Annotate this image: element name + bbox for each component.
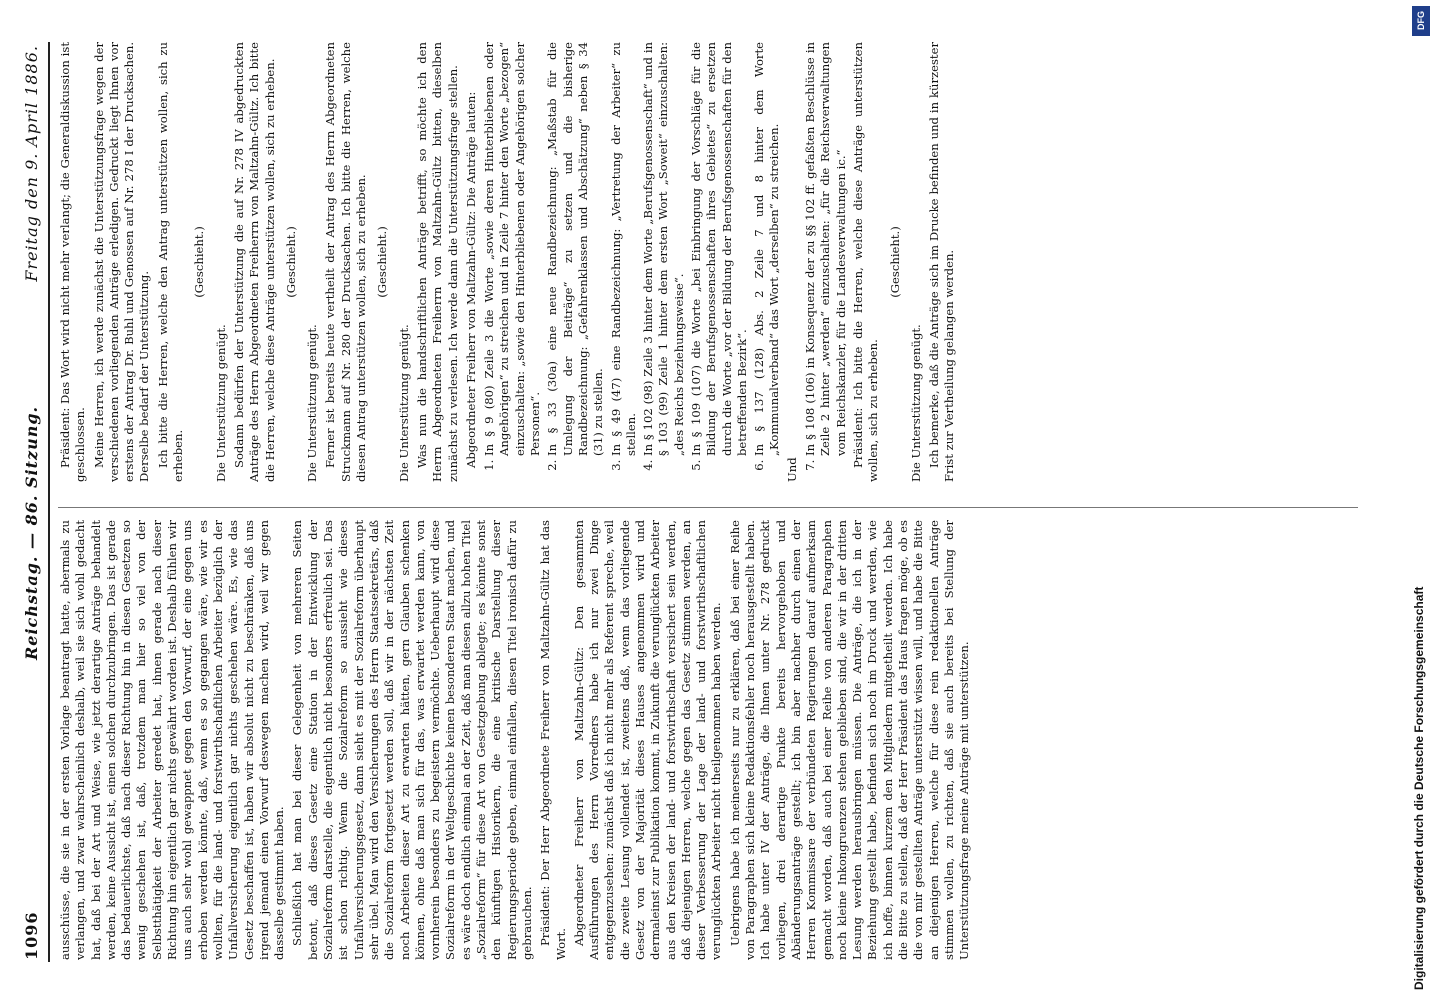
header-rule — [48, 42, 50, 962]
list-item: 3. In § 49 (47) eine Randbezeichnung: „Vertretung der Arbeiter“ zu stellen. — [609, 42, 640, 456]
paragraph: Die Unterstützung genügt. — [908, 324, 923, 482]
stage-direction: (Geschieht.) — [192, 226, 207, 298]
amendment-list-continued — [803, 42, 849, 482]
session-date: Freitag den 9. April 1886. — [22, 45, 41, 282]
list-item: 6. In § 137 (128) Abs. 2 Zeile 7 und 8 hinter dem Worte „Kommunalverband“ das Wort „derselben“ zu streichen. — [752, 42, 783, 456]
page-header — [12, 45, 52, 960]
paragraph: Meine Herren, ich werde zunächst die Unterstützungsfrage wegen der verschiedenen vorliegenden Anträge erledigen. Gedruckt liegt Ihnen vor erstens der Antrag Dr. Buhl und Genossen auf Nr. 278 I der Drucksachen. Derselbe bedarf der Unterstützung. — [91, 42, 152, 482]
right-column — [58, 42, 1398, 482]
dfg-logo: DFG — [1412, 6, 1430, 36]
stage-direction: (Geschieht.) — [283, 226, 298, 298]
page-number: 1096 — [22, 911, 41, 960]
paragraph: Präsident: Das Wort wird nicht mehr verlangt; die Generaldiskussion ist geschlossen. — [58, 42, 88, 482]
paragraph: Präsident: Ich bitte die Herren, welche diese Anträge unterstützen wollen, sich zu erheben. — [850, 42, 881, 482]
stage-direction: (Geschieht.) — [375, 226, 390, 298]
list-item: 5. In § 109 (107) die Worte „bei Einbringung der Vorschläge für die Bildung der Berufsgenossenschaften ihres Gebietes“ zu ersetzen durch die Worte „vor der Bildung der Berufsgenossenschaften für den betreffenden Bezirk“. — [689, 42, 750, 456]
paragraph: Ich bemerke, daß die Anträge sich im Drucke befinden und in kürzester Frist zur Vertheilung gelangen werden. — [927, 42, 957, 482]
left-column — [58, 520, 1398, 960]
stage-direction: (Geschieht.) — [887, 226, 902, 298]
amendment-list — [482, 42, 783, 482]
paragraph: Ich bitte die Herren, welche den Antrag unterstützen wollen, sich zu erheben. — [155, 42, 186, 482]
paragraph: Präsident: Der Herr Abgeordnete Freiherr von Maltzahn-Gültz hat das Wort. — [538, 520, 568, 960]
session-title: Reichstag. — 86. Sitzung. — [22, 405, 41, 660]
paragraph: Schließlich hat man bei dieser Gelegenheit von mehreren Seiten betont, daß dieses Gesetz eine Station in der Entwicklung der Sozialreform darstelle, die eigentlich nicht besonders erfreulich sei. Das ist schon richtig. Wenn die Sozialreform so aussieht wie dieses Unfallversicherungsgesetz, dann sieht es mit der Sozialreform überhaupt sehr übel. Man wird den Versicherungen des Herrn Staatssekretärs, daß die Sozialreform fortgesetzt werden soll, daß wir in der nächsten Zeit noch Arbeiten dieser Art zu erwarten hätten, gern Glauben schenken können, ohne daß man sich für das, was erwartet werden kann, von vornherein besonders zu begeistern vermöchte. Ueberhaupt wird diese Sozialreform in der Weltgeschichte keinen besonderen Staat machen, und es wäre doch endlich einmal an der Zeit, daß man diesen allzu hohen Titel „Sozialreform“ für diese Art von Gesetzgebung ablegte; es könnte sonst den künftigen Historikern, die eine kritische Darstellung dieser Regierungsperiode geben, einmal einfallen, diesen Titel ironisch dafür zu gebrauchen. — [290, 520, 534, 960]
column-divider — [58, 507, 1358, 508]
paragraph: Sodann bedürfen der Unterstützung die auf Nr. 278 IV abgedruckten Anträge des Herrn Abgeordneten Freiherrn von Maltzahn-Gültz. Ich bitte die Herren, welche diese Anträge unterstützen wollen, sich zu erheben. — [231, 42, 277, 482]
paragraph: Uebrigens habe ich meinerseits nur zu erklären, daß bei einer Reihe von Paragraphen sich kleine Redaktionsfehler noch herausgestellt haben. Ich habe unter IV der Anträge, die Ihnen unter Nr. 278 gedruckt vorliegen, drei derartige Punkte bereits hervorgehoben und Abänderungsanträge gestellt; ich bin aber nachher durch einen der Herren Kommissare der verbündeten Regierungen darauf aufmerksam gemacht worden, daß auch bei einer Reihe von anderen Paragraphen noch kleine Inkongruenzen stehen geblieben sind, die wir in der dritten Lesung werden herausbringen müssen. Die Anträge, die ich in der Beziehung gestellt habe, befinden sich noch im Druck und werden, wie ich hoffe, binnen kurzem den Mitgliedern mitgetheilt werden. Ich habe die Bitte zu stellen, daß der Herr Präsident das Haus fragen möge, ob es die von mir gestellten Anträge unterstützt wissen will, und habe die Bitte an diejenigen Herren, welche für diese rein redaktionellen Anträge stimmen wollen, zu richten, daß sie auch bereits bei Stellung der Unterstützungsfrage meine Anträge mit unterstützen. — [727, 520, 972, 960]
paragraph: Die Unterstützung genügt. — [396, 324, 411, 482]
list-item: 1. In § 9 (80) Zeile 3 die Worte „sowie deren Hinterbliebenen oder Angehörigen“ zu streichen und in Zeile 7 hinter den Worte „bezogen“ einzuschalten: „sowie den Hinterbliebenen oder Angehörigen solcher Personen“. — [482, 42, 543, 456]
paragraph: Die Unterstützung genügt. — [305, 324, 320, 482]
paragraph: ausschüsse, die sie in der ersten Vorlage beantragt hatte, abermals zu verlangen, und zwar wahrscheinlich deshalb, weil sie sich wohl gedacht hat, daß bei der Art und Weise, wie jetzt derartige Anträge behandelt werden, keine Aussicht ist, einen solchen durchzubringen. Das ist gerade das bedauerlichste, daß nach dieser Richtung hin in diesen Gesetzen so wenig geschehen ist, daß, trotzdem man hier so viel von der Selbstthätigkeit der Arbeiter geredet hat, ihnen gerade nach dieser Richtung hin eigentlich gar nichts gewährt worden ist. Deshalb fühlen wir uns auch sehr wohl gewappnet gegen den Vorwurf, der eine gegen uns erhoben werden könnte, daß, wenn es so gegangen wäre, wie wir es wollten, für die land- und forstwirthschaftlichen Arbeiter bezüglich der Unfallversicherung eigentlich gar nichts geschehen wäre. Es, wie das Gesetz beschaffen ist, haben wir absolut nicht zu beschränken, daß uns irgend jemand einen Vorwurf deswegen machen wird, weil wir gegen dasselbe gestimmt haben. — [58, 520, 287, 960]
paragraph: Was nun die handschriftlichen Anträge betrifft, so möchte ich den Herrn Abgeordneten Freiherrn von Maltzahn-Gültz bitten, dieselben zunächst zu verlesen. Ich werde dann die Unterstützungsfrage stellen. — [414, 42, 460, 482]
list-item: 4. In § 102 (98) Zeile 3 hinter dem Worte „Berufsgenossenschaft“ und in § 103 (99) Zeile 1 hinter dem ersten Wort „Soweit“ einzuschalten: „des Reichs beziehungsweise“. — [641, 42, 687, 456]
list-item: 7. In § 108 (106) in Konsequenz der zu §§ 102 ff. gefaßten Beschlüsse in Zeile 2 hinter „werden“ einzuschalten: „für die Reichsverwaltungen vom Reichskanzler, für die Landesverwaltungen ic.“ — [803, 42, 849, 456]
paragraph: Und — [784, 457, 799, 482]
paragraph: Abgeordneter Freiherr von Maltzahn-Gültz: Die Anträge lauten: — [463, 91, 478, 468]
credit-text: Digitalisierung gefördert durch die Deutsche Forschungsgemeinschaft — [1412, 586, 1426, 990]
list-item: 2. In § 33 (30a) eine neue Randbezeichnung: „Maßstab für die Umlegung der Beiträge“ zu setzen und die bisherige Randbezeichnung: „Gefahrenklassen und Abschätzung“ neben § 34 (31) zu stellen. — [545, 42, 606, 456]
digitization-credit — [1408, 0, 1432, 1000]
paragraph: Abgeordneter Freiherr von Maltzahn-Gültz: Den gesammten Ausführungen des Herrn Vorredners habe ich nur zwei Dinge entgegenzusehen: zunächst daß ich nicht mehr als Referent spreche, weil die zweite Lesung vollendet ist, zweitens daß, wenn das vorliegende Gesetz von der Majorität dieses Hauses angenommen wird und dermaleinst zur Publikation kommt, in Zukunft die verunglückten Arbeiter aus den Kreisen der land- und forstwirthschaft versichert sein werden, daß diejenigen Herren, welche gegen das Gesetz stimmen werden, an dieser Verbesserung der Lage der land- und forstwirthschaftlichen verunglückten Arbeiter nicht theilgenommen haben werden. — [571, 520, 724, 960]
paragraph: Die Unterstützung genügt. — [213, 324, 228, 482]
paragraph: Ferner ist bereits heute vertheilt der Antrag des Herrn Abgeordneten Struckmann auf Nr. 280 der Drucksachen. Ich bitte die Herren, welche diesen Antrag unterstützen wollen, sich zu erheben. — [323, 42, 369, 482]
